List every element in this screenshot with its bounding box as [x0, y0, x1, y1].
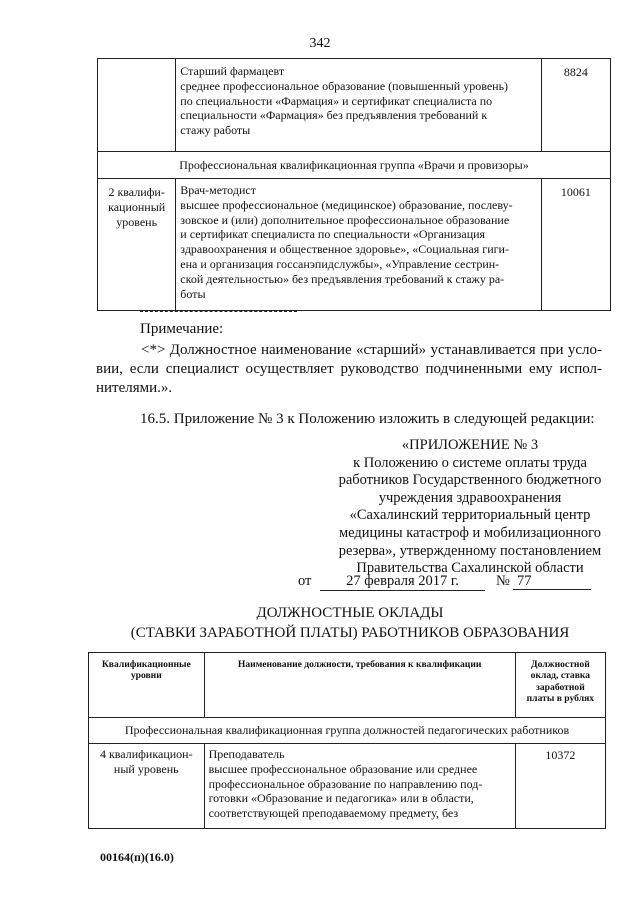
footer-code: 00164(п)(16.0) [100, 850, 174, 864]
note-body: <*> Должностное наименование «старший» устанавливается при усло-вии, если специалист осуществляет руководство подчиненными ему испол-нителями.». [96, 342, 602, 397]
note-separator [140, 311, 297, 312]
number-label: № [496, 573, 510, 589]
approval-date: 27 февраля 2017 г. [320, 573, 485, 591]
salary-table-education [88, 652, 606, 829]
salary-cell: 10372 [515, 744, 605, 829]
document-title-line2: (СТАВКИ ЗАРАБОТНОЙ ПЛАТЫ) РАБОТНИКОВ ОБРАЗОВАНИЯ [130, 625, 570, 641]
document-title-line1: ДОЛЖНОСТНЫЕ ОКЛАДЫ [256, 605, 444, 621]
table-row [98, 59, 611, 152]
salary-cell: 8824 [541, 59, 610, 152]
group-label: Профессиональная квалификационная группа должностей педагогических работников [89, 718, 606, 744]
level-cell: 4 квалификацион- ный уровень [89, 744, 205, 829]
table-row [89, 744, 606, 829]
table-row [98, 179, 611, 311]
position-description: Старший фармацевт среднее профессиональное образование (повышенный уровень) по специальности «Фармация» и сертификат специалиста по специальности «Фармация» без предъявления требований к стажу работы [176, 59, 541, 152]
table-group-row [89, 718, 606, 744]
page-number: 342 [309, 36, 331, 51]
header-level: Квалификационные уровни [89, 653, 205, 718]
table-header-row [89, 653, 606, 718]
document-title [0, 603, 640, 643]
appendix-heading: «ПРИЛОЖЕНИЕ № 3 к Положению о системе оплаты труда работников Государственного бюджетного учреждения здравоохранения «Сахалинский территориальный центр медицины катастроф и мобилизационного резерва», утвержденному постановлением Правительства Сахалинской области [338, 437, 602, 577]
position-description: Преподаватель высшее профессиональное образование или среднее профессиональное образование по направлению под- готовки «Образование и педагогика» или в области, соответствующей преподаваемому предмету, без [204, 744, 515, 829]
table-group-row [98, 152, 611, 179]
section-text: 16.5. Приложение № 3 к Положению изложить в следующей редакции: [140, 411, 595, 427]
group-label: Профессиональная квалификационная группа «Врачи и провизоры» [98, 152, 611, 179]
header-salary: Должностной оклад, ставка заработной платы в рублях [515, 653, 605, 718]
level-cell [98, 59, 176, 152]
note-title: Примечание: [140, 321, 224, 337]
level-cell: 2 квалифи- кационный уровень [98, 179, 176, 311]
from-label: от [298, 573, 312, 589]
salary-table-top [97, 58, 611, 311]
position-description: Врач-методист высшее профессиональное (медицинское) образование, послеву- зовское и (или) дополнительное профессиональное образование и сертификат специалиста по специальности «Организация здравоохранения и общественное здоровье», «Социальная гиги- ена и организация госсанэпидслужбы», «Управление сестрин- ской деятельностью» без предъявления требований к стажу ра- боты [176, 179, 541, 311]
header-position: Наименование должности, требования к квалификации [204, 653, 515, 718]
approval-number: 77 [513, 573, 591, 590]
salary-cell: 10061 [541, 179, 610, 311]
approval-line [298, 573, 598, 593]
